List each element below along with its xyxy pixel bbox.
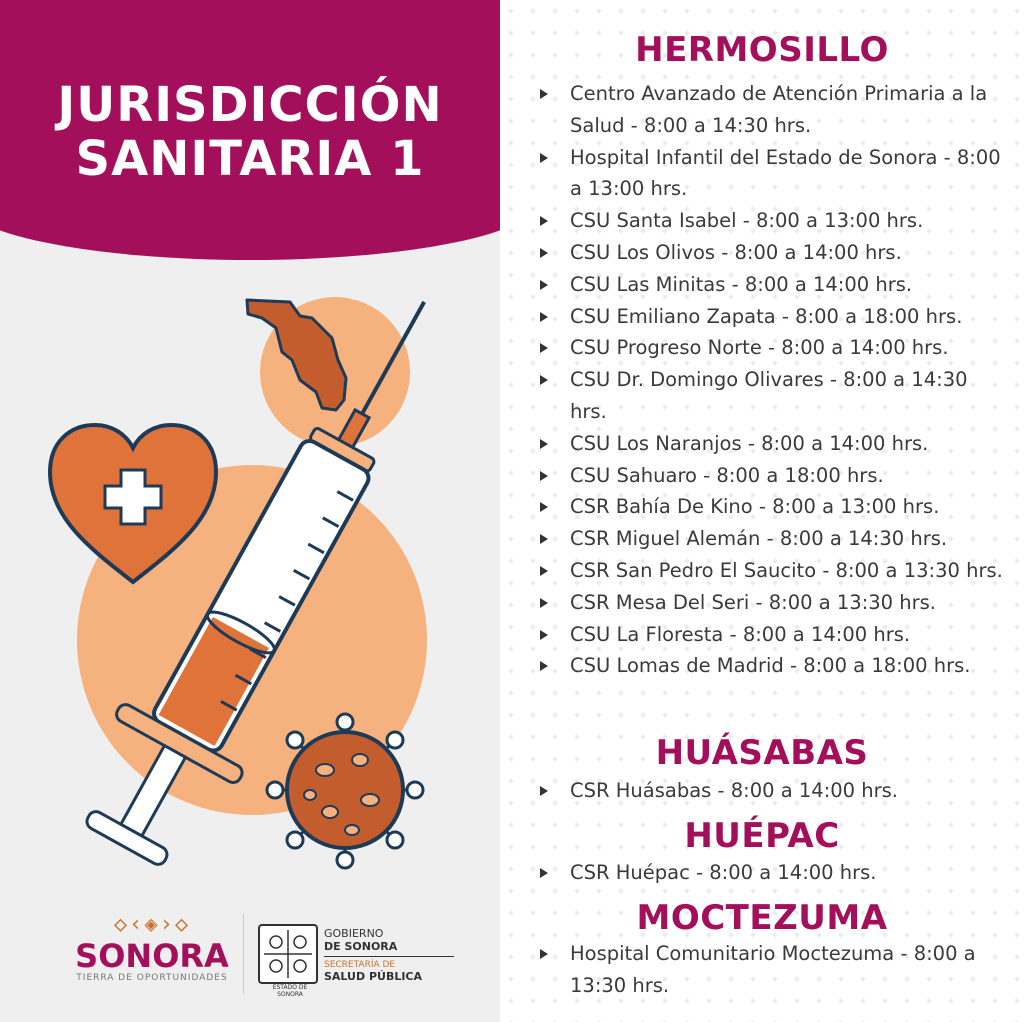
left-panel [0, 0, 500, 1022]
sonora-logo [72, 912, 232, 1002]
sonora-logo-tagline: TIERRA DE OPORTUNIDADES [76, 973, 228, 983]
bullet-icon [540, 630, 548, 640]
bullet-icon [540, 471, 548, 481]
list-item [538, 237, 1008, 269]
bullet-icon [540, 343, 548, 353]
bullet-icon [540, 312, 548, 322]
moctezuma-list [538, 938, 1008, 1002]
bullet-icon [540, 868, 548, 878]
item-text: CSU Santa Isabel - 8:00 a 13:00 hrs. [570, 209, 924, 233]
bullet-icon [540, 786, 548, 796]
footer-divider [243, 914, 244, 994]
list-item [538, 587, 1008, 619]
schedule-panel [500, 0, 1024, 1022]
bullet-icon [540, 566, 548, 576]
sonora-logo-ornament: ◇‹◈›◇ [113, 912, 191, 937]
bullet-icon [540, 439, 548, 449]
item-text: CSR San Pedro El Saucito - 8:00 a 13:30 hrs. [570, 558, 1003, 582]
bullet-icon [540, 375, 548, 385]
bullet-icon [540, 153, 548, 163]
virus-icon [267, 714, 423, 868]
title-line-2: SANITARIA 1 [75, 131, 425, 187]
item-text: Hospital Comunitario Moctezuma - 8:00 a 13:30 hrs. [570, 942, 976, 997]
item-text: CSU Progreso Norte - 8:00 a 14:00 hrs. [570, 336, 949, 360]
bullet-icon [540, 502, 548, 512]
seal-graphic [260, 926, 316, 982]
list-item [538, 523, 1008, 555]
bullet-icon [540, 89, 548, 99]
page-title [0, 78, 500, 186]
item-text: Centro Avanzado de Atención Primaria a la Salud - 8:00 a 14:30 hrs. [570, 82, 988, 137]
bullet-icon [540, 661, 548, 671]
seal-caption: ESTADO DE SONORA [272, 984, 308, 998]
list-item [538, 142, 1008, 206]
list-item [538, 205, 1008, 237]
bullet-icon [540, 534, 548, 544]
bullet-icon [540, 949, 548, 959]
item-text: Hospital Infantil del Estado de Sonora - 8:00 a 13:00 hrs. [570, 145, 1001, 201]
item-text: CSU Lomas de Madrid - 8:00 a 18:00 hrs. [570, 654, 971, 678]
list-item [538, 428, 1008, 460]
item-text: CSR Miguel Alemán - 8:00 a 14:30 hrs. [570, 527, 948, 551]
item-text: CSR Huépac - 8:00 a 14:00 hrs. [570, 861, 877, 884]
vaccine-illustration [0, 270, 500, 910]
item-text: CSU Los Olivos - 8:00 a 14:00 hrs. [570, 240, 902, 264]
item-text: CSU Sahuaro - 8:00 a 18:00 hrs. [570, 463, 884, 487]
huepac-list [538, 857, 1008, 889]
bullet-icon [540, 280, 548, 290]
item-text: CSR Bahía De Kino - 8:00 a 13:00 hrs. [570, 495, 940, 519]
item-text: CSR Huásabas - 8:00 a 14:00 hrs. [570, 779, 899, 802]
list-item [538, 78, 1008, 142]
section-title-hermosillo: HERMOSILLO [635, 30, 889, 70]
section-title-huepac: HUÉPAC [684, 816, 840, 856]
bullet-icon [540, 248, 548, 258]
item-text: CSR Mesa Del Seri - 8:00 a 13:30 hrs. [570, 590, 937, 614]
footer-logos [60, 912, 480, 1012]
list-item [538, 491, 1008, 523]
list-item [538, 301, 1008, 333]
dept-line-1: SECRETARÍA DE [324, 960, 396, 970]
list-item [538, 857, 1008, 889]
list-item [538, 619, 1008, 651]
item-text: CSU Las Minitas - 8:00 a 14:00 hrs. [570, 272, 913, 296]
list-item [538, 775, 1008, 807]
gov-line-1: GOBIERNO [324, 927, 384, 940]
list-item [538, 460, 1008, 492]
hermosillo-list [538, 78, 1008, 682]
government-logo [324, 928, 454, 983]
bullet-icon [540, 598, 548, 608]
gov-line-2: DE SONORA [324, 940, 454, 957]
list-item [538, 269, 1008, 301]
state-seal-icon [258, 924, 318, 998]
item-text: CSU Emiliano Zapata - 8:00 a 18:00 hrs. [570, 304, 963, 328]
list-item [538, 332, 1008, 364]
list-item [538, 555, 1008, 587]
list-item [538, 938, 1008, 1002]
item-text: CSU Los Naranjos - 8:00 a 14:00 hrs. [570, 431, 929, 455]
sonora-logo-word: SONORA [75, 937, 229, 975]
section-title-moctezuma: MOCTEZUMA [636, 898, 888, 938]
item-text: CSU La Floresta - 8:00 a 14:00 hrs. [570, 622, 911, 646]
list-item [538, 364, 1008, 428]
huasabas-list [538, 775, 1008, 807]
dept-line-2: SALUD PÚBLICA [324, 970, 423, 983]
bullet-icon [540, 216, 548, 226]
list-item [538, 650, 1008, 682]
item-text: CSU Dr. Domingo Olivares - 8:00 a 14:30 hrs. [570, 368, 968, 423]
section-title-huasabas: HUÁSABAS [655, 733, 869, 773]
title-line-1: JURISDICCIÓN [57, 77, 443, 133]
